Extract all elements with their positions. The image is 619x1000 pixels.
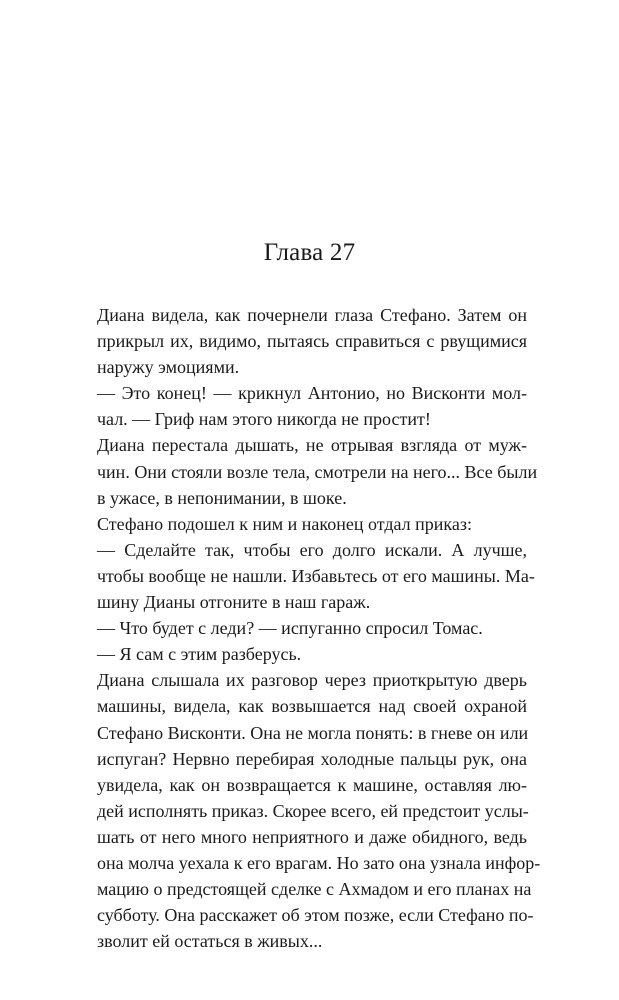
- text-line: в ужасе, в непонимании, в шоке.: [97, 487, 347, 508]
- text-line: — Сделайте так, чтобы его долго искали. А лучше,: [97, 539, 527, 560]
- text-line: прикрыл их, видимо, пытаясь справиться с рвущимися: [97, 331, 527, 352]
- text-line: шать от него много неприятного и даже обидного, ведь: [97, 826, 527, 847]
- text-line: — Я сам с этим разберусь.: [97, 644, 302, 665]
- text-line: она молча уехала к его врагам. Но зато она узнала инфор-: [97, 852, 541, 873]
- text-line: — Что будет с леди? — испуганно спросил Томас.: [97, 618, 483, 639]
- text-line: субботу. Она расскажет об этом позже, если Стефано по-: [97, 905, 534, 926]
- text-line: дей исполнять приказ. Скорее всего, ей предстоит услы-: [97, 800, 529, 821]
- text-line: зволит ей остаться в живых...: [97, 931, 323, 952]
- text-line: Стефано Висконти. Она не могла понять: в гневе он или: [97, 722, 529, 743]
- text-line: чин. Они стояли возле тела, смотрели на него... Все были: [97, 461, 538, 482]
- text-line: наружу эмоциями.: [97, 357, 240, 378]
- text-line: — Это конец! — крикнул Антонио, но Висконти мол-: [97, 383, 527, 404]
- text-line: Диана слышала их разговор через приоткрытую дверь: [97, 670, 527, 691]
- chapter-title: Глава 27: [263, 239, 356, 266]
- text-line: машины, видела, как возвышается над своей охраной: [97, 696, 527, 717]
- text-line: испуган? Нервно перебирая холодные пальцы рук, она: [97, 748, 527, 769]
- text-line: шину Дианы отгоните в наш гараж.: [97, 592, 371, 613]
- text-line: мацию о предстоящей сделке с Ахмадом и его планах на: [97, 879, 532, 900]
- chapter-body-text: [97, 302, 541, 954]
- text-line: чал. — Гриф нам этого никогда не простит!: [97, 409, 431, 430]
- text-line: увидела, как он возвращается к машине, оставляя лю-: [97, 774, 527, 795]
- text-line: Стефано подошел к ним и наконец отдал приказ:: [97, 513, 472, 534]
- text-line: Диана перестала дышать, не отрывая взгляда от муж-: [97, 435, 527, 456]
- text-line: Диана видела, как почернели глаза Стефано. Затем он: [97, 305, 527, 325]
- text-line: чтобы вообще не нашли. Избавьтесь от его машины. Ма-: [97, 565, 535, 586]
